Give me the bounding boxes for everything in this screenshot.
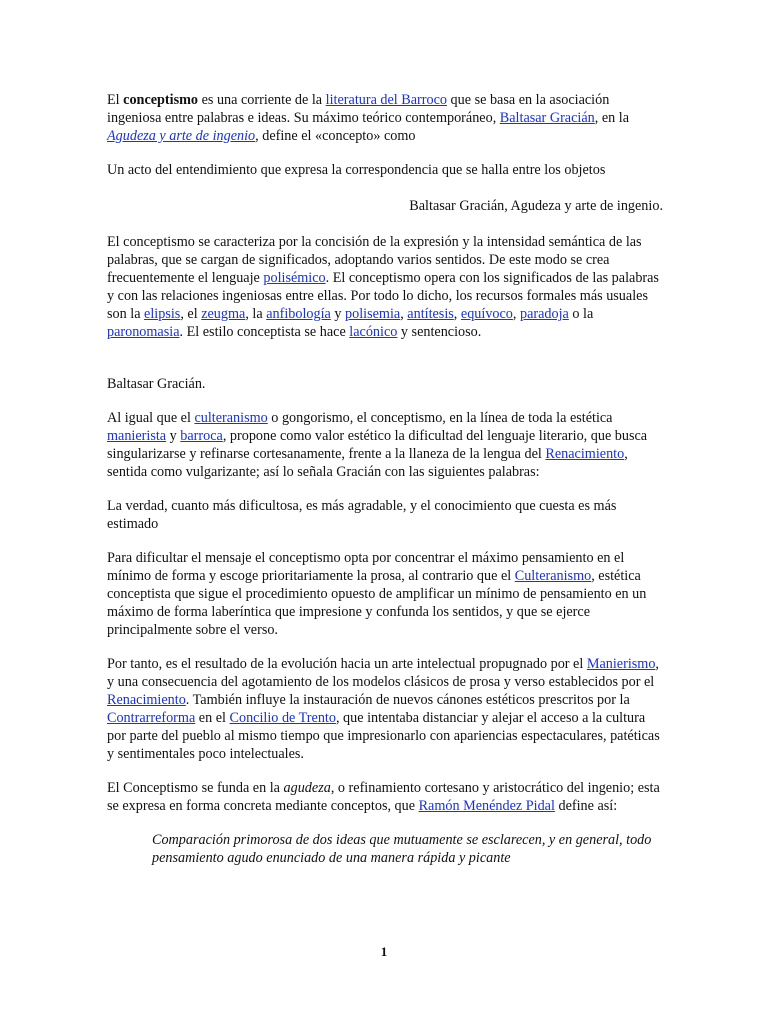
paragraph-evolucion bbox=[107, 655, 663, 763]
text: , bbox=[512, 306, 520, 322]
text: , o refinamiento cortesano y aristocrático del ingenio; esta se expresa en forma concreta mediante conceptos, que bbox=[107, 780, 660, 814]
text: , y una consecuencia del agotamiento de los modelos clásicos de prosa y verso establecidos por el bbox=[107, 656, 659, 690]
link-equivoco[interactable]: equívoco bbox=[460, 306, 513, 322]
link-manierista[interactable]: manierista bbox=[107, 428, 167, 444]
text: , bbox=[453, 306, 461, 322]
link-menendez-pidal[interactable]: Ramón Menéndez Pidal bbox=[418, 798, 555, 814]
quote-gracian: La verdad, cuanto más dificultosa, es más agradable, y el conocimiento que cuesta es más estimado bbox=[107, 498, 617, 532]
link-culteranismo[interactable]: culteranismo bbox=[194, 410, 268, 426]
link-culteranismo-2[interactable]: Culteranismo bbox=[514, 568, 592, 584]
attribution: Baltasar Gracián, Agudeza y arte de ingenio. bbox=[409, 198, 663, 214]
paragraph-intro bbox=[107, 91, 663, 145]
text: El bbox=[107, 92, 124, 108]
text: , propone como valor estético la dificultad del lenguaje literario, que busca singularizarse y refinarse cortesanamente, frente a la llaneza de la lengua del bbox=[107, 428, 648, 462]
text: El Conceptismo se funda en la bbox=[107, 780, 284, 796]
text: y sentencioso. bbox=[397, 324, 482, 340]
text: , estética conceptista que sigue el procedimiento opuesto de amplificar un mínimo de pensamiento en un máximo de forma laberíntica que impresione y confunda los sentidos, y que se ejerce principalmente sobre el verso. bbox=[107, 568, 647, 638]
link-barroca[interactable]: barroca bbox=[180, 428, 223, 444]
text: Para dificultar el mensaje el conceptismo opta por concentrar el máximo pensamiento en el mínimo de forma y escoge prioritariamente la prosa, al contrario que el bbox=[107, 550, 625, 584]
paragraph-characteristics bbox=[107, 233, 663, 341]
paragraph-culteranismo bbox=[107, 409, 663, 481]
quote-pidal: Comparación primorosa de dos ideas que mutuamente se esclarecen, y en general, todo pensamiento agudo enunciado de una manera rápida y picante bbox=[152, 832, 652, 866]
link-manierismo[interactable]: Manierismo bbox=[586, 656, 656, 672]
link-polisemico[interactable]: polisémico bbox=[263, 270, 326, 286]
text: , la bbox=[245, 306, 267, 322]
paragraph-agudeza bbox=[107, 779, 663, 815]
text: define así: bbox=[554, 798, 618, 814]
image-caption: Baltasar Gracián. bbox=[107, 376, 206, 392]
text: , el bbox=[180, 306, 202, 322]
link-zeugma[interactable]: zeugma bbox=[201, 306, 246, 322]
link-baltasar-gracian[interactable]: Baltasar Gracián bbox=[499, 110, 595, 126]
link-laconico[interactable]: lacónico bbox=[349, 324, 398, 340]
link-elipsis[interactable]: elipsis bbox=[144, 306, 181, 322]
text: es una corriente de la bbox=[198, 92, 326, 108]
link-agudeza[interactable]: Agudeza y arte de ingenio bbox=[107, 128, 256, 144]
link-polisemia[interactable]: polisemia bbox=[345, 306, 401, 322]
italic-term: agudeza bbox=[283, 780, 331, 796]
bold-term: conceptismo bbox=[123, 92, 199, 108]
link-anfibologia[interactable]: anfibología bbox=[266, 306, 331, 322]
text: Por tanto, es el resultado de la evolución hacia un arte intelectual propugnado por el bbox=[107, 656, 587, 672]
link-paradoja[interactable]: paradoja bbox=[520, 306, 569, 322]
text: y bbox=[330, 306, 346, 322]
text: , define el «concepto» como bbox=[255, 128, 416, 144]
text: o la bbox=[568, 306, 594, 322]
text: . El estilo conceptista se hace bbox=[179, 324, 350, 340]
text: El conceptismo se caracteriza por la concisión de la expresión y la intensidad semántica de las palabras, que se cargan de significados, adoptando varios sentidos. De este modo se crea frecuentemente el lenguaje bbox=[107, 234, 642, 286]
link-renacimiento[interactable]: Renacimiento bbox=[545, 446, 625, 462]
text: . También influye la instauración de nuevos cánones estéticos prescritos por la bbox=[185, 692, 630, 708]
text: . El conceptismo opera con los significados de las palabras y con las relaciones ingeniosas entre ellas. Por todo lo dicho, los recursos formales más usuales son la bbox=[107, 270, 659, 322]
text: o gongorismo, el conceptismo, en la línea de toda la estética bbox=[267, 410, 613, 426]
quote-definition: Un acto del entendimiento que expresa la correspondencia que se halla entre los objetos bbox=[107, 162, 606, 178]
document-body bbox=[107, 91, 663, 867]
paragraph-dificultar bbox=[107, 549, 663, 639]
page-number: 1 bbox=[380, 944, 388, 959]
link-contrarreforma[interactable]: Contrarreforma bbox=[107, 710, 196, 726]
text: , en la bbox=[594, 110, 630, 126]
text: Al igual que el bbox=[107, 410, 195, 426]
link-concilio-trento[interactable]: Concilio de Trento bbox=[229, 710, 336, 726]
text: en el bbox=[195, 710, 230, 726]
text: que se basa en la asociación ingeniosa entre palabras e ideas. Su máximo teórico contemporáneo, bbox=[107, 92, 610, 126]
link-renacimiento-2[interactable]: Renacimiento bbox=[107, 692, 186, 708]
text: , bbox=[400, 306, 408, 322]
link-paronomasia[interactable]: paronomasia bbox=[107, 324, 180, 340]
text: , sentida como vulgarizante; así lo señala Gracián con las siguientes palabras: bbox=[107, 446, 628, 480]
link-literatura-barroco[interactable]: literatura del Barroco bbox=[325, 92, 447, 108]
link-antitesis[interactable]: antítesis bbox=[407, 306, 454, 322]
text: y bbox=[166, 428, 181, 444]
text: , que intentaba distanciar y alejar el acceso a la cultura por parte del pueblo al mismo tiempo que impresionarlo con apariencias espectaculares, patéticas y sentimentales poco intelectuales. bbox=[107, 710, 660, 762]
